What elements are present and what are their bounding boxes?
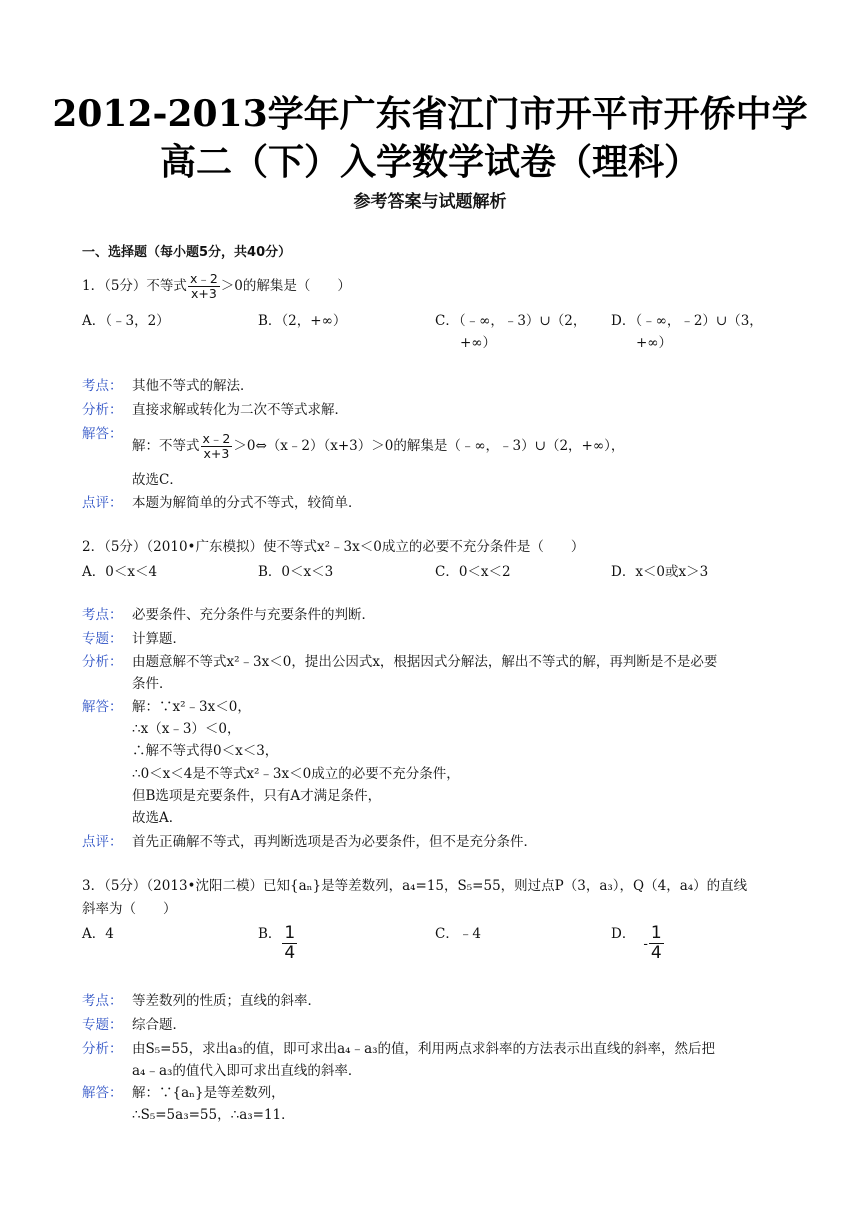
q3-option-a: A．4 [82,926,114,942]
q2-fenxi-line1: 由题意解不等式x²﹣3x＜0，提出公因式x，根据因式分解法，解出不等式的解，再判断是不是必要 [132,654,718,670]
q2-fenxi-line2: 条件． [132,676,173,692]
q2-dianping: 首先正确解不等式，再判断选项是否为必要条件，但不是充分条件． [132,834,537,850]
q2-kaodian-label: 考点： [82,607,123,623]
q3-stem-line1: 3．（5分）（2013•沈阳二模）已知{aₙ}是等差数列，a₄=15，S₅=55，则过点P（3，a₃），Q（4，a₄）的直线 [82,878,748,894]
section-heading: 一、选择题（每小题5分，共40分） [82,245,292,260]
q3-jieda-line1: 解：∵{aₙ}是等差数列， [132,1085,285,1101]
q3-zhuanti: 综合题． [132,1017,186,1033]
q3-fenxi-line1: 由S₅=55，求出a₃的值，即可求出a₄﹣a₃的值，利用两点求斜率的方法表示出直线的斜率，然后把 [132,1041,716,1057]
q3-option-c: C．﹣4 [435,926,481,942]
q3-option-d [611,924,665,963]
q3-jieda-label: 解答： [82,1085,123,1101]
q2-jieda-line5: 但B选项是充要条件，只有A才满足条件， [132,788,382,804]
q1-jieda-line1 [132,432,624,461]
q3-option-d-sign: - [643,936,648,952]
q2-jieda-line4: ∴0＜x＜4是不等式x²﹣3x＜0成立的必要不充分条件， [132,766,460,782]
q1-jieda-a: 解：不等式 [132,438,200,454]
title-line-1: 2012-2013学年广东省江门市开平市开侨中学 [52,93,808,135]
q1-option-d-line1: D．（﹣∞，﹣2）∪（3， [611,313,763,329]
q1-option-a: A．（﹣3，2） [82,313,170,329]
q1-kaodian-label: 考点： [82,378,123,394]
q1-jieda-frac-num: x﹣2 [202,431,231,446]
q3-option-b-num: 1 [284,923,296,943]
q2-option-a: A．0＜x＜4 [82,564,158,580]
q2-option-b: B．0＜x＜3 [258,564,334,580]
q1-kaodian: 其他不等式的解法． [132,378,254,394]
q2-stem: 2．（5分）（2010•广东模拟）使不等式x²﹣3x＜0成立的必要不充分条件是（ ） [82,539,585,555]
q1-stem-b: ＞0的解集是（ ） [220,278,351,294]
q1-jieda-frac-den: x+3 [203,446,230,461]
q3-fenxi-line2: a₄﹣a₃的值代入即可求出直线的斜率． [132,1063,362,1079]
q2-zhuanti-label: 专题： [82,631,123,647]
q3-option-b-label: B． [258,926,282,942]
q1-option-c-line2: +∞） [460,335,497,351]
q2-kaodian: 必要条件、充分条件与充要条件的判断． [132,607,375,623]
title-line-2: 高二（下）入学数学试卷（理科） [159,141,700,183]
q1-fraction [188,272,220,301]
q2-jieda-line2: ∴x（x﹣3）＜0， [132,721,241,737]
q1-dianping: 本题为解简单的分式不等式，较简单． [132,495,362,511]
q2-option-d: D．x＜0或x＞3 [611,564,709,580]
q1-fenxi-label: 分析： [82,402,123,418]
q2-fenxi-label: 分析： [82,654,123,670]
q3-zhuanti-label: 专题： [82,1017,123,1033]
q3-fenxi-label: 分析： [82,1041,123,1057]
q1-fenxi: 直接求解或转化为二次不等式求解． [132,402,348,418]
q2-jieda-label: 解答： [82,699,123,715]
q3-jieda-line2: ∴S₅=5a₃=55，∴a₃=11． [132,1107,295,1123]
q3-option-d-num: 1 [650,923,662,943]
q1-option-b: B．（2，+∞） [258,313,347,329]
q1-jieda-b: ＞0⇔（x﹣2）（x+3）＞0的解集是（﹣∞，﹣3）∪（2，+∞）， [233,438,625,454]
q2-zhuanti: 计算题． [132,631,186,647]
q1-jieda-fraction [201,432,233,461]
q1-stem-a: 1．（5分）不等式 [82,278,187,294]
q2-dianping-label: 点评： [82,834,123,850]
q3-option-b [258,924,298,963]
q3-option-b-den: 4 [284,943,296,963]
q3-kaodian: 等差数列的性质；直线的斜率． [132,993,321,1009]
q1-frac-den: x+3 [190,286,217,301]
q2-option-c: C．0＜x＜2 [435,564,511,580]
q3-option-d-label: D． [611,926,636,942]
q1-jieda-label: 解答： [82,426,123,442]
subtitle: 参考答案与试题解析 [353,192,507,212]
q3-stem-line2: 斜率为（ ） [82,901,177,917]
q2-jieda-line1: 解：∵x²﹣3x＜0， [132,699,251,715]
q3-option-b-fraction [282,924,297,963]
q2-jieda-line6: 故选A． [132,810,183,826]
q3-option-d-fraction [649,924,664,963]
q1-dianping-label: 点评： [82,495,123,511]
q1-option-c-line1: C．（﹣∞，﹣3）∪（2， [435,313,587,329]
q1-option-d-line2: +∞） [636,335,673,351]
q1-frac-num: x﹣2 [189,271,218,286]
q1-stem [82,272,351,301]
q3-kaodian-label: 考点： [82,993,123,1009]
q3-option-d-den: 4 [650,943,662,963]
q2-jieda-line3: ∴解不等式得0＜x＜3， [132,743,279,759]
q1-jieda-line2: 故选C． [132,472,183,488]
